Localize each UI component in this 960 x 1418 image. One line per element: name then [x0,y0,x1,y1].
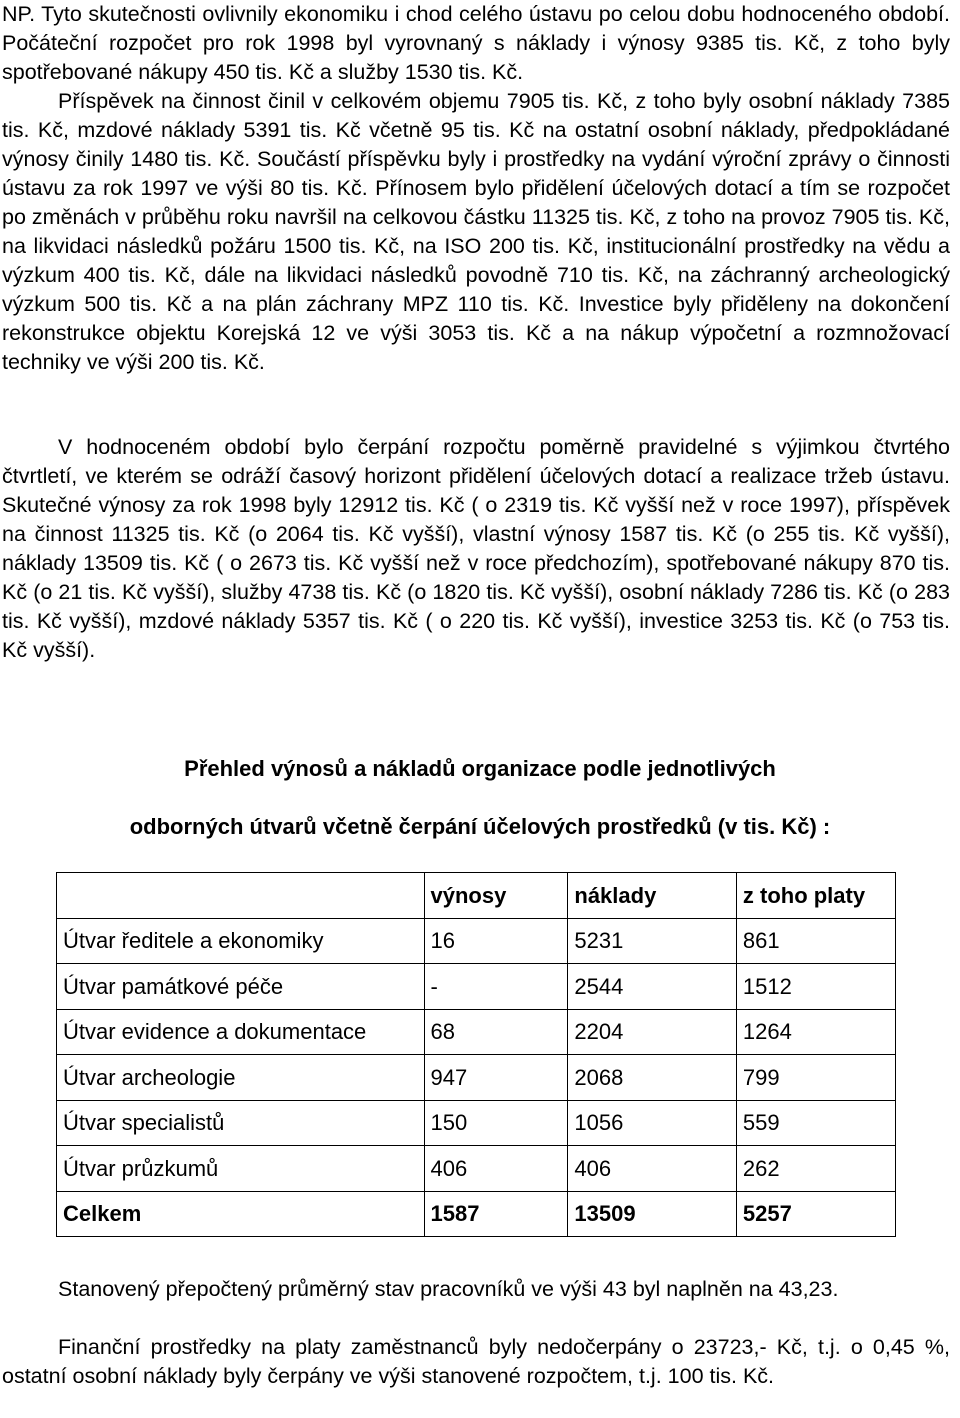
table-cell: 1056 [568,1100,737,1146]
paragraph-contribution: Příspěvek na činnost činil v celkovém objemu 7905 tis. Kč, z toho byly osobní náklady 7385 tis. Kč, mzdové náklady 5391 tis. Kč včetně 95 tis. Kč na ostatní osobní náklady, předpokládané výnosy činily 1480 tis. Kč. Součástí příspěvku byly i prostředky na vydání výroční zprávy o činnosti ústavu za rok 1997 ve výši 80 tis. Kč. Přínosem bylo přidělení účelových dotací a tím se rozpočet po změnách v průběhu roku navršil na celkovou částku 11325 tis. Kč, z toho na provoz 7905 tis. Kč, na likvidaci následků požáru 1500 tis. Kč, na ISO 200 tis. Kč, institucionální prostředky na vědu a výzkum 400 tis. Kč, dále na likvidaci následků povodně 710 tis. Kč, na záchranný archeologický výzkum 500 tis. Kč a na plán záchrany MPZ 110 tis. Kč. Investice byly přiděleny na dokončení rekonstrukce objektu Korejská 12 ve výši 3053 tis. Kč a na nákup výpočetní a rozmnožovací techniky ve výši 200 tis. Kč. [2,89,950,374]
table-cell: 947 [424,1055,568,1101]
table-cell: 2544 [568,964,737,1010]
paragraph-staff: Stanovený přepočtený průměrný stav pracovníků ve výši 43 byl naplněn na 43,23. [58,1277,839,1301]
table-header-cell: náklady [568,873,737,919]
table-cell: Útvar ředitele a ekonomiky [57,918,425,964]
staff-section [0,1275,954,1304]
table-total-cell: Celkem [57,1191,425,1237]
table-cell: 406 [424,1146,568,1192]
table-row [57,964,896,1010]
table-cell: 2068 [568,1055,737,1101]
table-row [57,1100,896,1146]
table-cell: Útvar evidence a dokumentace [57,1009,425,1055]
table-total-cell: 13509 [568,1191,737,1237]
table-row [57,918,896,964]
table-cell: Útvar archeologie [57,1055,425,1101]
table-header-cell: výnosy [424,873,568,919]
table-cell: 861 [736,918,895,964]
table-cell: 1264 [736,1009,895,1055]
table-total-row [57,1191,896,1237]
table-cell: 1512 [736,964,895,1010]
table-cell: 799 [736,1055,895,1101]
salary-section [0,1333,954,1391]
table-cell: 68 [424,1009,568,1055]
paragraph-budget-evaluation: V hodnoceném období bylo čerpání rozpočtu poměrně pravidelné s výjimkou čtvrtého čtvrtletí, ve kterém se odráží časový horizont přidělení účelových dotací a realizace tržeb ústavu. Skutečné výnosy za rok 1998 byly 12912 tis. Kč ( o 2319 tis. Kč vyšší než v roce 1997), příspěvek na činnost 11325 tis. Kč (o 2064 tis. Kč vyšší), vlastní výnosy 1587 tis. Kč (o 255 tis. Kč vyšší), náklady 13509 tis. Kč ( o 2673 tis. Kč vyšší než v roce předchozím), spotřebované nákupy 870 tis. Kč (o 21 tis. Kč vyšší), služby 4738 tis. Kč (o 1820 tis. Kč vyšší), osobní náklady 7286 tis. Kč (o 283 tis. Kč vyšší), mzdové náklady 5357 tis. Kč ( o 220 tis. Kč vyšší), investice 3253 tis. Kč (o 753 tis. Kč vyšší). [2,435,950,662]
table-cell: 5231 [568,918,737,964]
paragraph-budget-intro: NP. Tyto skutečnosti ovlivnily ekonomiku i chod celého ústavu po celou dobu hodnoceného období. Počáteční rozpočet pro rok 1998 byl vyrovnaný s náklady i výnosy 9385 tis. Kč, z toho byly spotřebované nákupy 450 tis. Kč a služby 1530 tis. Kč. [2,2,950,84]
table-header-cell: z toho platy [736,873,895,919]
table-total-cell: 5257 [736,1191,895,1237]
table-cell: 406 [568,1146,737,1192]
table-heading-line-2: odborných útvarů včetně čerpání účelových prostředků (v tis. Kč) : [129,814,831,839]
table-cell: - [424,964,568,1010]
table-row [57,1146,896,1192]
table-cell: 559 [736,1100,895,1146]
table-header-cell [57,873,425,919]
table-header-row [57,873,896,919]
table-cell: Útvar průzkumů [57,1146,425,1192]
table-cell: 16 [424,918,568,964]
table-cell: 2204 [568,1009,737,1055]
table-row [57,1055,896,1101]
intro-section [0,0,954,377]
paragraph-salary: Finanční prostředky na platy zaměstnanců byly nedočerpány o 23723,- Kč, t.j. o 0,45 %, ostatní osobní náklady byly čerpány ve výši stanovené rozpočtem, t.j. 100 tis. Kč. [2,1335,950,1388]
table-row [57,1009,896,1055]
table-cell: Útvar památkové péče [57,964,425,1010]
table-cell: Útvar specialistů [57,1100,425,1146]
table-heading-line-1: Přehled výnosů a nákladů organizace podle jednotlivých [184,756,776,781]
table-total-cell: 1587 [424,1191,568,1237]
table-cell: 150 [424,1100,568,1146]
revenue-cost-table [56,872,896,1237]
table-cell: 262 [736,1146,895,1192]
evaluation-section [0,433,954,665]
